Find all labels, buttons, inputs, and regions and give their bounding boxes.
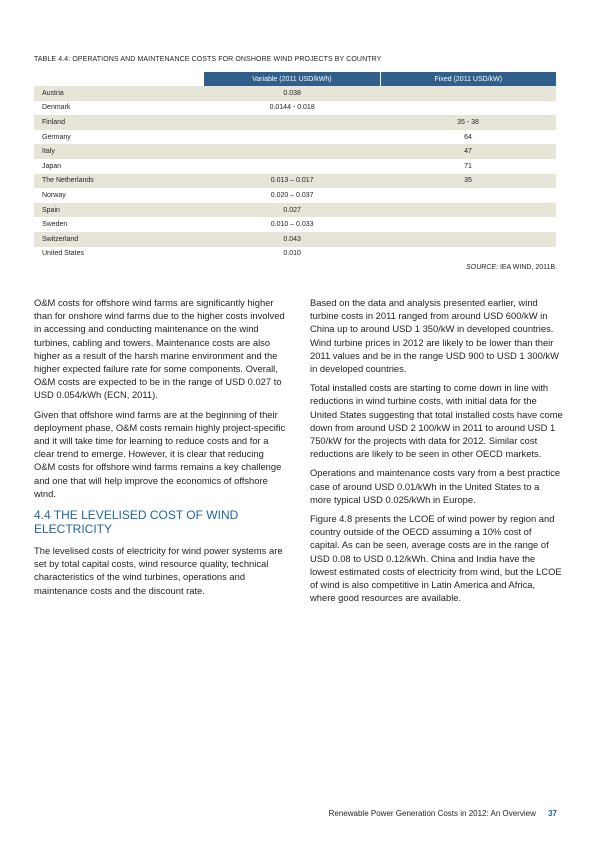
fixed-cell	[380, 86, 556, 101]
fixed-cell	[380, 203, 556, 218]
header-country	[34, 72, 204, 86]
fixed-cell: 64	[464, 133, 472, 141]
country-cell: Austria	[34, 86, 204, 101]
paragraph: Given that offshore wind farms are at the beginning of their deployment phase, O&M costs remain highly project-specific and it will take time for learning to reduce costs and for a clear trend to emerge. However, it is clear that reducing O&M costs for offshore wind farms remains a key challenge and one that will help improve the economics of offshore wind.	[34, 408, 286, 499]
footer-title: Renewable Power Generation Costs in 2012: An Overview	[328, 809, 536, 818]
right-column	[310, 296, 563, 610]
table-row	[34, 86, 556, 101]
fixed-cell: 35 - 38	[380, 115, 556, 130]
variable-cell	[204, 159, 380, 174]
paragraph: Total installed costs are starting to come down in line with reductions in wind turbine costs, with initial data for the United States suggesting that total installed costs have come down from around USD 2 100/kW in 2011 to around USD 1 750/kW for the projects with data for 2012. Similar cost reductions are likely to be seen in other OECD markets.	[310, 382, 563, 460]
fixed-cell	[380, 101, 556, 116]
table-row	[34, 101, 556, 116]
fixed-cell: 47	[380, 144, 556, 159]
page-footer	[329, 809, 557, 818]
table-header-row	[34, 72, 556, 86]
paragraph: Based on the data and analysis presented earlier, wind turbine costs in 2011 ranged from around USD 600/kW in China up to around USD 1 350/kW in developed countries. Wind turbine prices in 2012 are likely to be lower than their 2011 values and be in the range USD 900 to USD 1 300/kW in developed countries.	[310, 297, 559, 375]
fixed-cell	[380, 247, 556, 262]
table-row	[34, 217, 556, 232]
variable-cell	[204, 115, 380, 130]
variable-cell: 0.043	[204, 232, 380, 247]
table-source	[466, 264, 557, 271]
table-row	[34, 174, 556, 189]
variable-cell: 0.0144 - 0.018	[269, 104, 315, 112]
section-heading: 4.4 THE LEVELISED COST OF WIND ELECTRICITY	[34, 508, 239, 537]
variable-cell	[204, 130, 380, 145]
source-label: SOURCE:	[466, 264, 498, 271]
paragraph: Figure 4.8 presents the LCOE of wind power by region and country outside of the OECD assuming a 10% cost of capital. As can be seen, average costs are in the range of USD 0.08 to USD 0.12/kWh. China and India have the lowest estimated costs of electricity from wind, but the LCOE of wind is also competitive in Latin America and Africa, where good resources are available.	[310, 513, 562, 604]
table-row	[34, 247, 556, 262]
page-number: 37	[548, 809, 557, 818]
table-row	[34, 188, 556, 203]
country-cell: Finland	[34, 115, 204, 130]
header-variable: Variable (2011 USD/kWh)	[204, 72, 380, 86]
fixed-cell	[380, 217, 556, 232]
source-text: IEA WIND, 2011B.	[499, 264, 557, 271]
variable-cell: 0.013 – 0.017	[204, 174, 380, 189]
country-cell: Sweden	[42, 221, 68, 229]
country-cell: United States	[42, 250, 85, 258]
table-row	[34, 144, 556, 159]
table-caption: TABLE 4.4: OPERATIONS AND MAINTENANCE COSTS FOR ONSHORE WIND PROJECTS BY COUNTRY	[34, 56, 382, 63]
country-cell: The Netherlands	[34, 174, 204, 189]
left-column	[34, 296, 287, 603]
country-cell: Japan	[42, 162, 62, 170]
fixed-cell	[380, 188, 556, 203]
fixed-cell: 71	[464, 162, 472, 170]
country-cell: Denmark	[42, 104, 71, 112]
country-cell: Switzerland	[34, 232, 204, 247]
variable-cell: 0.027	[204, 203, 380, 218]
om-costs-table	[34, 72, 556, 261]
fixed-cell	[380, 232, 556, 247]
variable-cell: 0.038	[204, 86, 380, 101]
table-row	[34, 115, 556, 130]
table-row	[34, 203, 556, 218]
table-row	[34, 130, 556, 145]
paragraph: O&M costs for offshore wind farms are significantly higher than for onshore wind farms due to the higher costs involved in accessing and conducting maintenance on the wind turbines, cabling and towers. Maintenance costs are also higher as a result of the harsh marine environment and the higher expected failure rate for some components. Overall, O&M costs are expected to be in the range of USD 0.027 to USD 0.054/kWh (ECN, 2011).	[34, 297, 285, 401]
header-fixed: Fixed (2011 USD/kW)	[380, 72, 556, 86]
fixed-cell: 35	[380, 174, 556, 189]
table-row	[34, 159, 556, 174]
country-cell: Spain	[34, 203, 204, 218]
variable-cell	[204, 144, 380, 159]
paragraph: The levelised costs of electricity for wind power systems are set by total capital costs, wind resource quality, technical characteristics of the wind turbines, operations and maintenance costs and the discount rate.	[34, 545, 283, 596]
variable-cell: 0.020 – 0.037	[270, 191, 314, 199]
table-row	[34, 232, 556, 247]
country-cell: Italy	[34, 144, 204, 159]
country-cell: Germany	[42, 133, 71, 141]
variable-cell: 0.010 – 0.033	[270, 221, 314, 229]
paragraph: Operations and maintenance costs vary from a best practice case of around USD 0.01/kWh in the United States to a more typical USD 0.025/kWh in Europe.	[310, 467, 561, 505]
country-cell: Norway	[42, 191, 66, 199]
variable-cell: 0.010	[283, 250, 301, 258]
